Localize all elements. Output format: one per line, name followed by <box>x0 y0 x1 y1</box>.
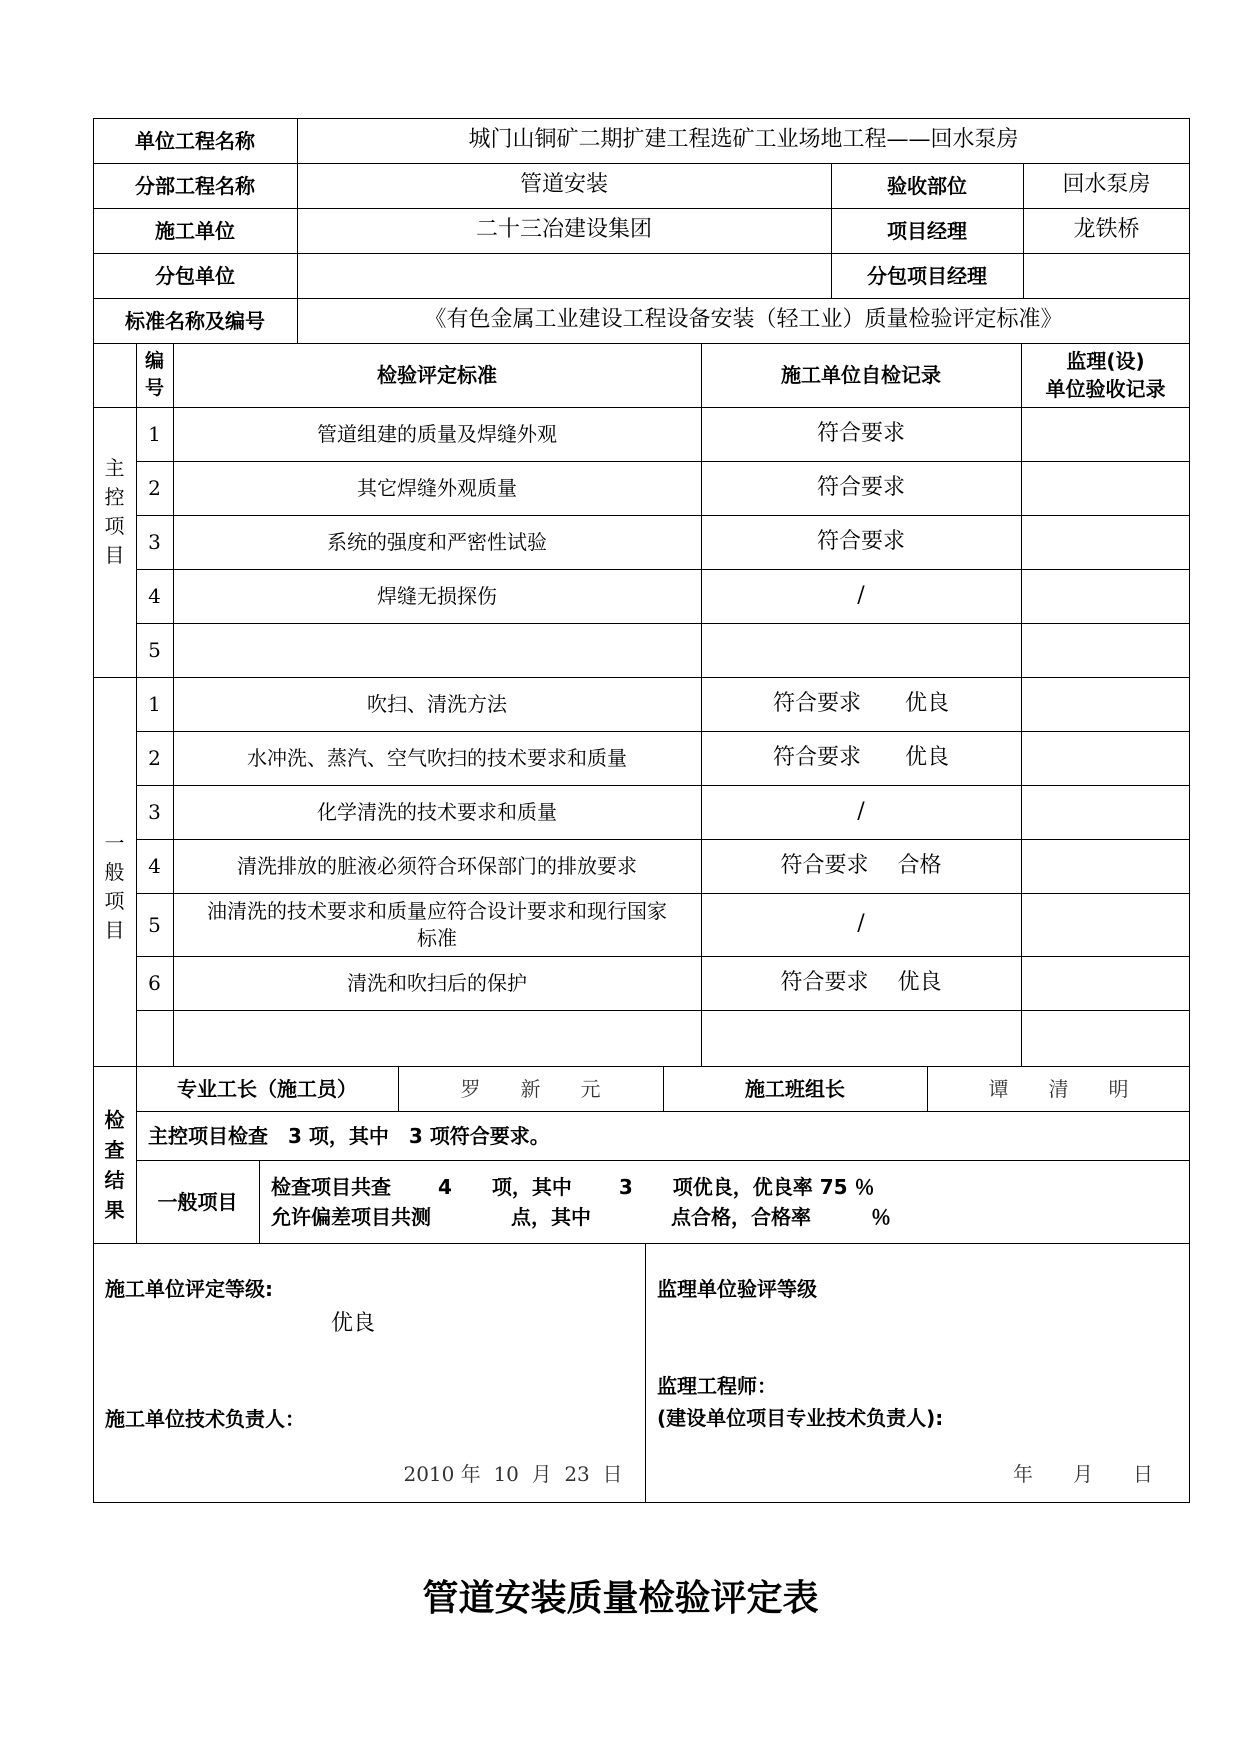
sub-manager-label: 分包项目经理 <box>867 263 987 288</box>
col-no-header: 编 号 <box>144 350 164 399</box>
constructor-grade-value: 优良 <box>330 1310 375 1336</box>
main-row-criteria: 系统的强度和严密性试验 <box>327 530 547 554</box>
general-row-record: 符合要求 优良 <box>780 969 942 995</box>
main-row-criteria: 其它焊缝外观质量 <box>357 476 517 500</box>
unit-project-value: 城门山铜矿二期扩建工程选矿工业场地工程——回水泵房 <box>468 127 1019 153</box>
constructor-date: 2010 年 10 月 23 日 <box>403 1462 623 1486</box>
project-manager-value: 龙铁桥 <box>1073 217 1140 243</box>
general-row-record: 符合要求 合格 <box>780 852 942 878</box>
sub-project-value: 管道安装 <box>519 172 608 198</box>
col-criteria-header: 检验评定标准 <box>377 363 497 387</box>
standard-value: 《有色金属工业建设工程设备安装（轻工业）质量检验评定标准》 <box>424 307 1063 333</box>
project-manager-label: 项目经理 <box>887 218 967 243</box>
general-row-criteria: 清洗和吹扫后的保护 <box>347 971 527 995</box>
main-row-no: 1 <box>148 422 161 446</box>
general-row-record: / <box>857 798 865 824</box>
general-row-criteria: 水冲洗、蒸汽、空气吹扫的技术要求和质量 <box>247 746 627 770</box>
main-row-record: 符合要求 <box>816 420 905 446</box>
col-supervisor-header: 监理(设) 单位验收记录 <box>1045 349 1166 401</box>
general-row-record: 符合要求 优良 <box>772 690 949 716</box>
inspection-form <box>93 118 1190 1503</box>
general-row-no: 4 <box>148 854 161 878</box>
general-items-summary: 检查项目共查 4 项，其中 3 项优良，优良率 75 ％ 允许偏差项目共测 点，其中 点合格，合格率 ％ <box>271 1174 891 1229</box>
subcontractor-value <box>297 253 831 298</box>
supervisor-engineer-label: 监理工程师： <box>657 1374 777 1398</box>
sub-project-label: 分部工程名称 <box>135 173 255 198</box>
main-row-no: 5 <box>148 638 161 662</box>
general-items-group-label: 一 般 项 目 <box>104 830 125 942</box>
document-title: 管道安装质量检验评定表 <box>422 1578 819 1619</box>
main-row-criteria: 焊缝无损探伤 <box>377 584 497 608</box>
main-row-record: 符合要求 <box>816 474 905 500</box>
general-row-no: 3 <box>148 800 161 824</box>
general-row-no: 5 <box>148 912 161 937</box>
team-leader-label: 施工班组长 <box>745 1076 845 1101</box>
general-items-label: 一般项目 <box>157 1189 238 1214</box>
foreman-value: 罗 新 元 <box>460 1076 601 1101</box>
foreman-label: 专业工长（施工员） <box>177 1076 357 1101</box>
general-row-record: 符合要求 优良 <box>772 744 949 770</box>
standard-label: 标准名称及编号 <box>125 308 265 333</box>
main-items-group-label: 主 控 项 目 <box>104 456 125 567</box>
constructor-label: 施工单位 <box>155 218 235 243</box>
supervisor-date: 年 月 日 <box>1013 1462 1153 1486</box>
general-row-no: 1 <box>148 692 161 716</box>
acceptance-part-value: 回水泵房 <box>1062 172 1151 198</box>
constructor-tech-label: 施工单位技术负责人： <box>105 1407 305 1431</box>
constructor-value: 二十三冶建设集团 <box>475 217 652 243</box>
general-row-criteria: 化学清洗的技术要求和质量 <box>317 800 557 824</box>
acceptance-part-label: 验收部位 <box>887 173 967 198</box>
general-row-criteria: 吹扫、清洗方法 <box>367 692 507 716</box>
constructor-grade-label: 施工单位评定等级: <box>105 1277 273 1301</box>
general-row-no: 6 <box>148 971 161 995</box>
col-self-check-header: 施工单位自检记录 <box>781 363 941 387</box>
team-leader-value: 谭 清 明 <box>988 1076 1129 1101</box>
main-check-summary: 主控项目检查 3 项，其中 3 项符合要求。 <box>148 1123 550 1148</box>
general-row-no: 2 <box>148 746 161 770</box>
unit-project-label: 单位工程名称 <box>135 128 255 153</box>
main-row-record: / <box>857 582 865 608</box>
general-row-record: / <box>857 911 865 937</box>
main-row-criteria: 管道组建的质量及焊缝外观 <box>317 422 557 446</box>
main-row-record: 符合要求 <box>816 528 905 554</box>
general-row-criteria: 清洗排放的脏液必须符合环保部门的排放要求 <box>237 854 637 878</box>
subcontractor-label: 分包单位 <box>155 263 235 288</box>
main-row-no: 2 <box>148 476 161 500</box>
sub-manager-value <box>1023 253 1190 298</box>
general-row-criteria: 油清洗的技术要求和质量应符合设计要求和现行国家 标准 <box>207 898 667 950</box>
main-row-no: 4 <box>148 584 161 608</box>
supervisor-grade-label: 监理单位验评等级 <box>657 1277 817 1301</box>
main-row-no: 3 <box>148 530 161 554</box>
supervisor-engineer-sub: (建设单位项目专业技术负责人): <box>657 1406 944 1430</box>
result-group-label: 检 查 结 果 <box>104 1107 125 1222</box>
